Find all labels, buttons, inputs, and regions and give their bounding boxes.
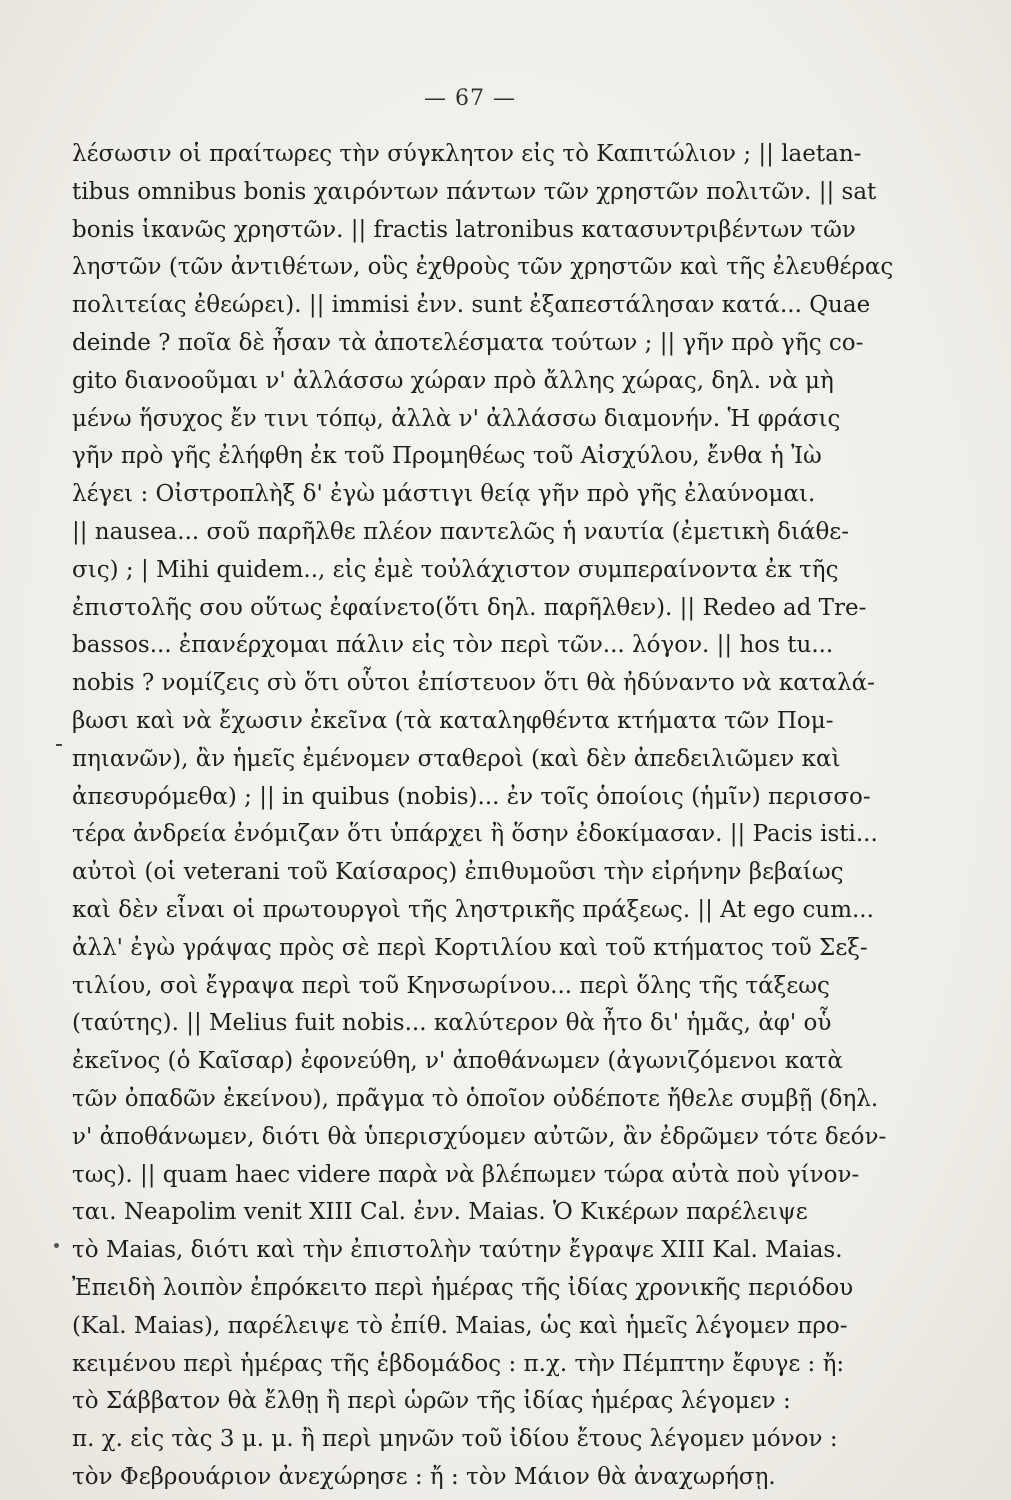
text-line-content: τέρα ἀνδρεία ἐνόμιζαν ὅτι ὑπάρχει ἢ ὅσην ἐδοκίμασαν. || Pacis isti... [72,821,878,848]
text-line-content: πηιανῶν), ἂν ἡμεῖς ἐμένομεν σταθεροὶ (καὶ δὲν ἀπεδειλιῶμεν καὶ [72,745,841,772]
text-line-content: nobis ? νομίζεις σὺ ὅτι οὗτοι ἐπίστευον ὅτι θὰ ἠδύναντο νὰ καταλά- [72,670,875,697]
text-line [72,514,912,552]
text-line [72,1232,912,1270]
text-line [72,892,912,930]
text-line-content: καὶ δὲν εἶναι οἱ πρωτουργοὶ τῆς ληστρικῆς πράξεως. || At ego cum... [72,896,874,923]
text-line [72,1119,912,1157]
text-line [72,968,912,1006]
text-line-content: τὸν Φεβρουάριον ἀνεχώρησε : ἤ : τὸν Μάιον θὰ ἀναχωρήσῃ. [72,1463,776,1490]
text-line-content: (Kal. Maias), παρέλειψε τὸ ἐπίθ. Maias, ὡς καὶ ἡμεῖς λέγομεν προ- [72,1312,848,1339]
text-line-content: λέσωσιν οἱ πραίτωρες τὴν σύγκλητον εἰς τὸ Καπιτώλιον ; || laetan- [72,141,862,167]
text-line-content: τὸ Σάββατον θὰ ἔλθῃ ἢ περὶ ὡρῶν τῆς ἰδίας ἡμέρας λέγομεν : [72,1388,791,1415]
text-line-content: τὸ Maias, διότι καὶ τὴν ἐπιστολὴν ταύτην ἔγραψε XIII Kal. Maias. [72,1237,843,1264]
text-line-content: ν' ἀποθάνωμεν, διότι θὰ ὑπερισχύομεν αὐτῶν, ἂν ἐδρῶμεν τότε δεόν- [72,1123,887,1150]
text-line-content: πολιτείας ἐθεώρει). || immisi ἐνν. sunt ἐξαπεστάλησαν κατά... Quae [72,292,871,319]
text-line-content: || nausea... σοῦ παρῆλθε πλέον παντελῶς ἡ ναυτία (ἐμετικὴ διάθε- [72,518,849,545]
body-text [72,136,912,1497]
text-line [72,590,912,628]
text-line-content: gito διανοοῦμαι ν' ἀλλάσσω χώραν πρὸ ἄλλης χώρας, δηλ. νὰ μὴ [72,367,834,394]
text-line [72,174,912,212]
text-line [72,438,912,476]
text-line [72,476,912,514]
text-line [72,1383,912,1421]
text-line-content: ἀλλ' ἐγὼ γράψας πρὸς σὲ περὶ Κορτιλίου καὶ τοῦ κτήματος τοῦ Σεξ- [72,934,868,961]
text-line [72,363,912,401]
text-line-content: κειμένου περὶ ἡμέρας τῆς ἑβδομάδος : π.χ. τὴν Πέμπτην ἔφυγε : ἤ: [72,1350,845,1377]
page-number: — 67 — [424,86,516,111]
text-line [72,325,912,363]
text-line-content: αὐτοὶ (οἱ veterani τοῦ Καίσαρος) ἐπιθυμοῦσι τὴν εἰρήνην βεβαίως [72,859,844,886]
margin-dash-mark [56,744,62,746]
text-line [72,1157,912,1195]
text-line-content: bonis ἱκανῶς χρηστῶν. || fractis latronibus κατασυντριβέντων τῶν [72,216,856,243]
text-line [72,665,912,703]
text-line-content: σις) ; | Mihi quidem.., εἰς ἐμὲ τοὐλάχιστον συμπεραίνοντα ἐκ τῆς [72,556,839,583]
text-line [72,741,912,779]
text-line [72,1194,912,1232]
text-line [72,1308,912,1346]
margin-dot-mark [54,1243,59,1248]
text-line-content: τως). || quam haec videre παρὰ νὰ βλέπωμεν τώρα αὐτὰ ποὺ γίνον- [72,1161,860,1188]
text-line [72,816,912,854]
text-line-content: deinde ? ποῖα δὲ ἦσαν τὰ ἀποτελέσματα τούτων ; || γῆν πρὸ γῆς co- [72,329,864,356]
text-line [72,930,912,968]
text-line [72,1043,912,1081]
text-line-content: ἐπιστολῆς σου οὕτως ἐφαίνετο(ὅτι δηλ. παρῆλθεν). || Redeo ad Tre- [72,594,867,621]
text-line-content: π. χ. εἰς τὰς 3 μ. μ. ἢ περὶ μηνῶν τοῦ ἰδίου ἔτους λέγομεν μόνον : [72,1426,838,1453]
text-line [72,136,912,174]
text-line [72,854,912,892]
text-line [72,1081,912,1119]
text-line [72,1421,912,1459]
text-line-content: λέγει : Οἰστροπλὴξ δ' ἐγὼ μάστιγι θείᾳ γῆν πρὸ γῆς ἐλαύνομαι. [72,481,816,508]
text-line-content: ἐκεῖνος (ὁ Καῖσαρ) ἐφονεύθη, ν' ἀποθάνωμεν (ἀγωνιζόμενοι κατὰ [72,1048,843,1075]
text-line-content: Ἐπειδὴ λοιπὸν ἐπρόκειτο περὶ ἡμέρας τῆς ἰδίας χρονικῆς περιόδου [72,1274,854,1301]
text-line [72,552,912,590]
text-line-content: γῆν πρὸ γῆς ἐλήφθη ἐκ τοῦ Προμηθέως τοῦ Αἰσχύλου, ἔνθα ἡ Ἰὼ [72,443,822,470]
text-line [72,1270,912,1308]
text-line [72,1005,912,1043]
text-line [72,249,912,287]
text-line-content: tibus omnibus bonis χαιρόντων πάντων τῶν χρηστῶν πολιτῶν. || sat [72,178,877,205]
text-line-content: μένω ἥσυχος ἔν τινι τόπῳ, ἀλλὰ ν' ἀλλάσσω διαμονήν. Ἡ φράσις [72,405,841,432]
text-line [72,401,912,439]
text-line [72,1459,912,1497]
text-line-content: ται. Neapolim venit XIII Cal. ἐνν. Maias. Ὁ Κικέρων παρέλειψε [72,1199,808,1226]
text-line-content: ληστῶν (τῶν ἀντιθέτων, οὓς ἐχθροὺς τῶν χρηστῶν καὶ τῆς ἐλευθέρας [72,254,894,281]
text-line-content: βωσι καὶ νὰ ἔχωσιν ἐκεῖνα (τὰ καταληφθέντα κτήματα τῶν Πομ- [72,707,834,734]
text-line-content: τιλίου, σοὶ ἔγραψα περὶ τοῦ Κηνσωρίνου... περὶ ὅλης τῆς τάξεως [72,972,830,999]
text-line [72,779,912,817]
text-line-content: τῶν ὀπαδῶν ἐκείνου), πρᾶγμα τὸ ὁποῖον οὐδέποτε ἤθελε συμβῇ (δηλ. [72,1085,879,1112]
text-line [72,1346,912,1384]
text-line-content: (ταύτης). || Melius fuit nobis... καλύτερον θὰ ἦτο δι' ἡμᾶς, ἀφ' οὗ [72,1010,832,1037]
text-line [72,212,912,250]
text-line [72,627,912,665]
text-line [72,703,912,741]
text-line-content: bassos... ἐπανέρχομαι πάλιν εἰς τὸν περὶ τῶν... λόγον. || hos tu... [72,632,834,659]
text-line [72,287,912,325]
text-line-content: ἀπεσυρόμεθα) ; || in quibus (nobis)... ἐν τοῖς ὁποίοις (ἡμῖν) περισσο- [72,783,871,810]
